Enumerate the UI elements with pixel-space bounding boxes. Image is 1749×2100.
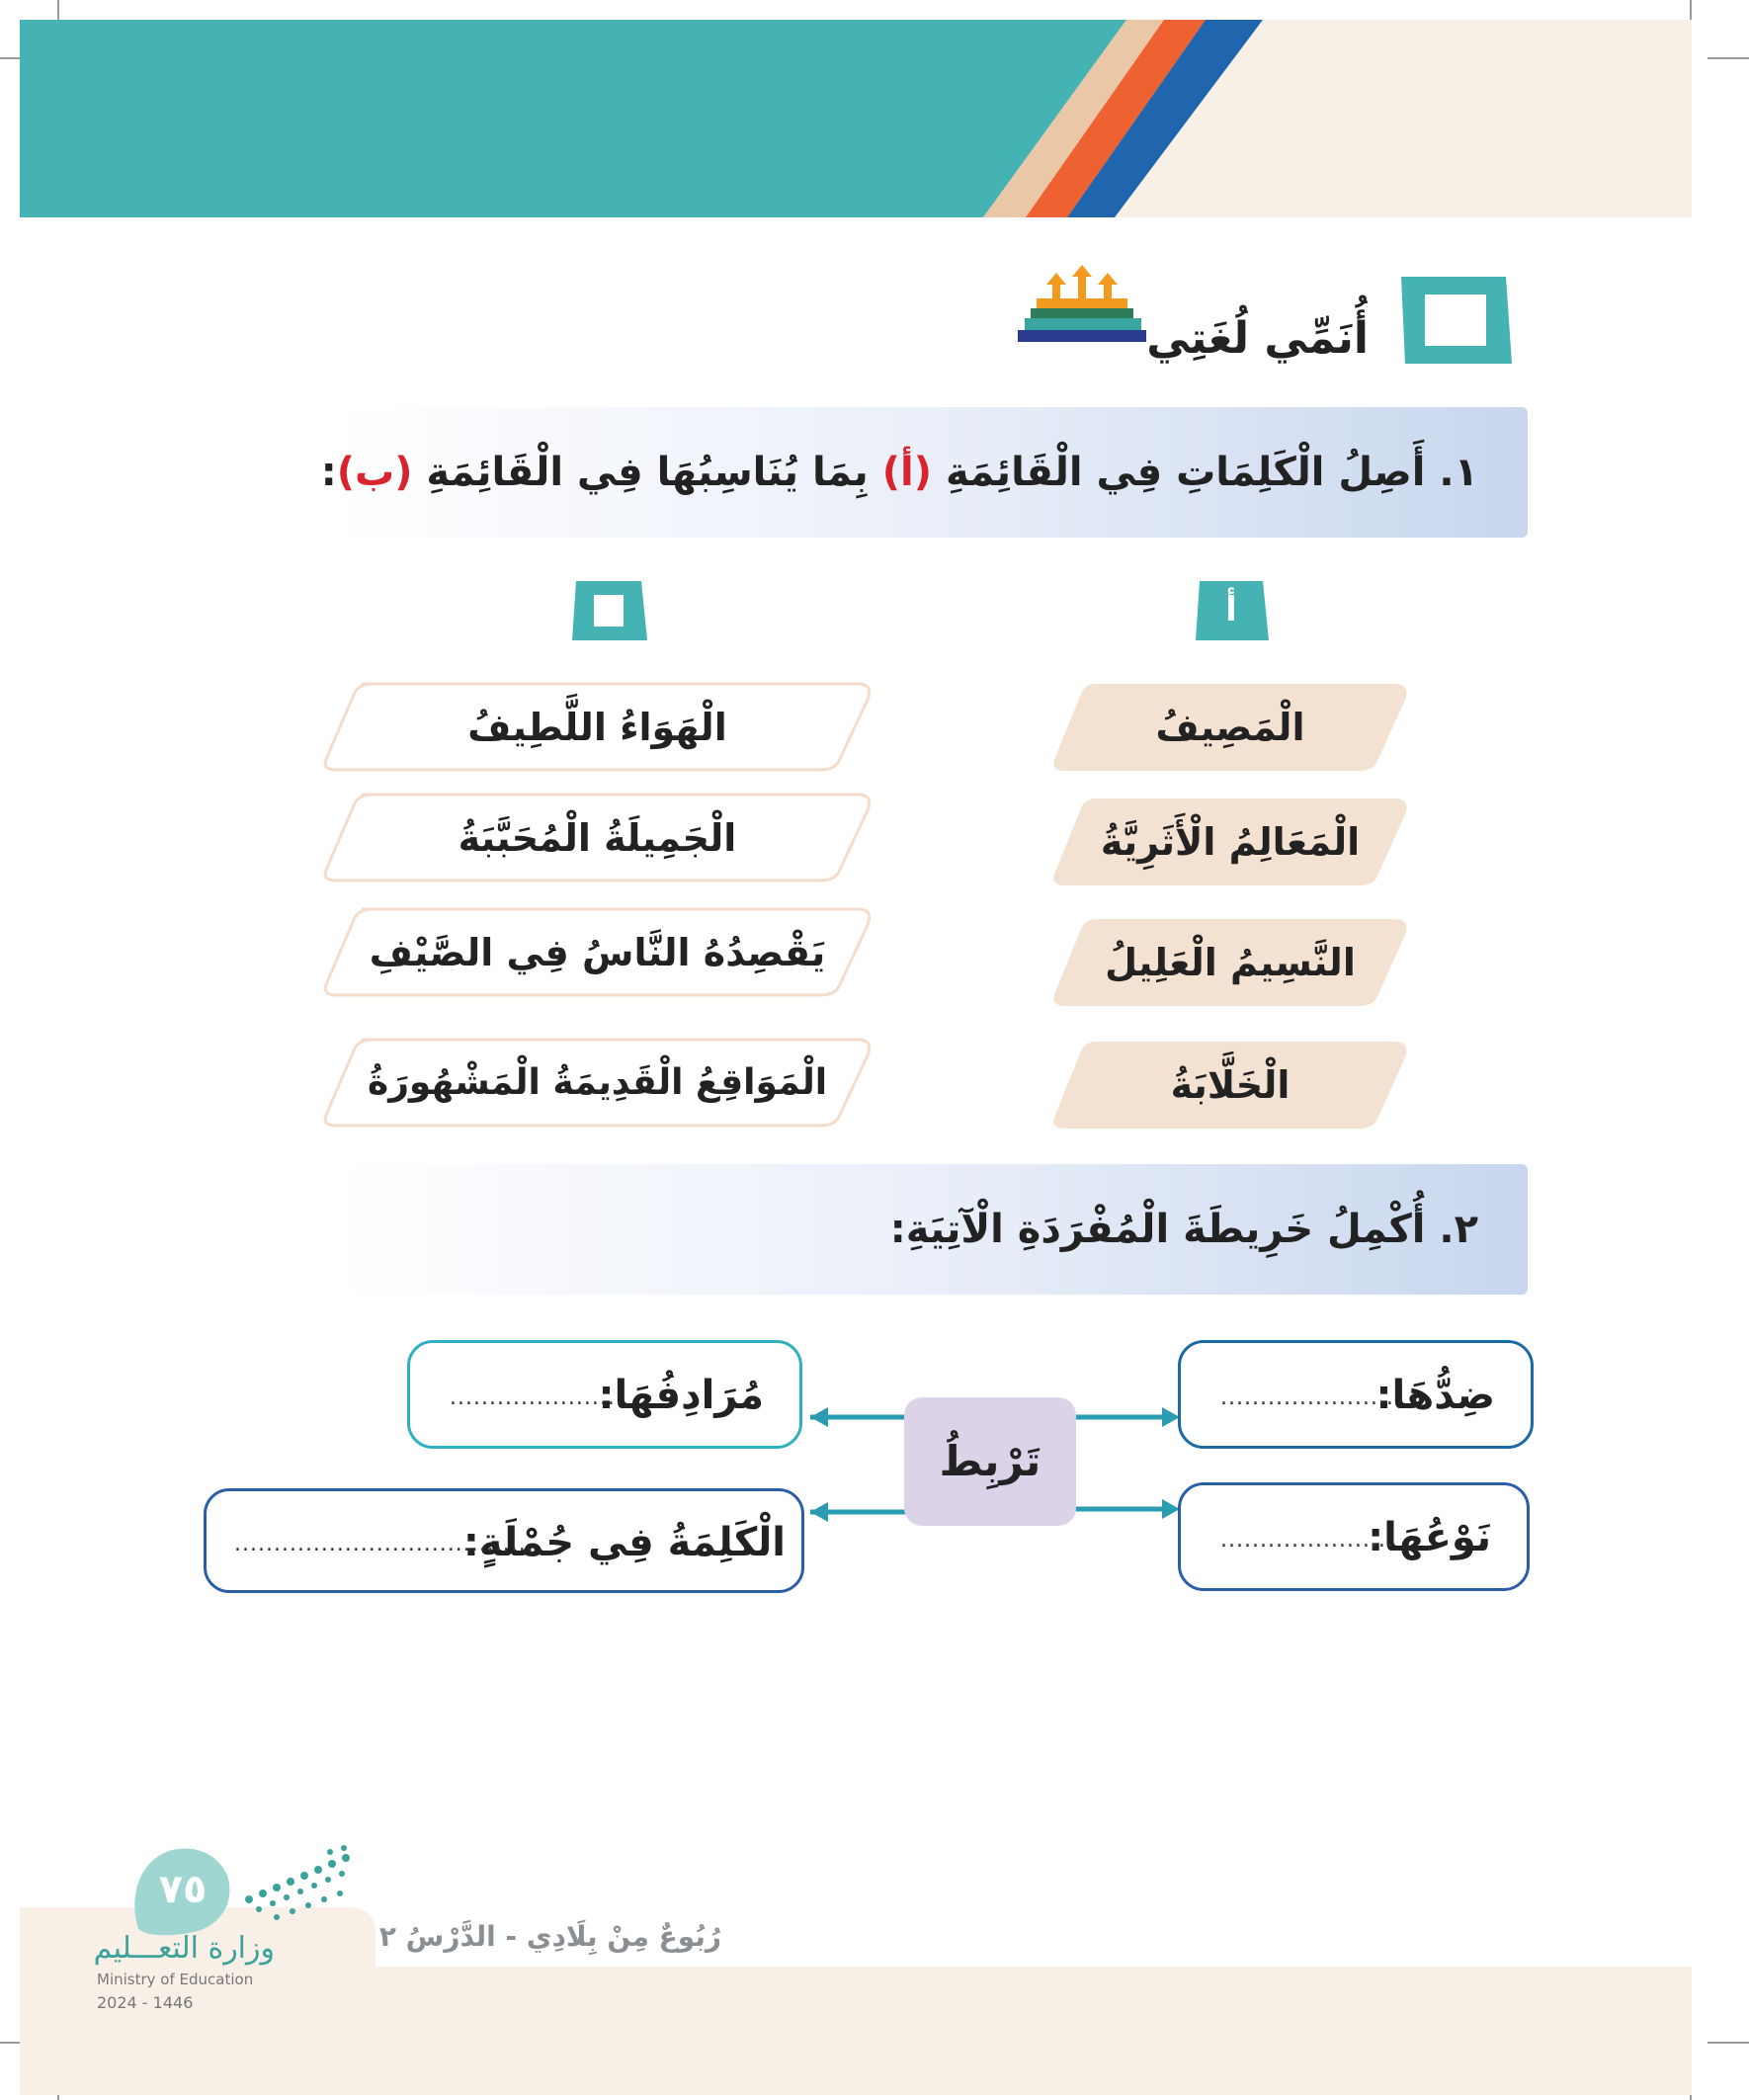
type-box[interactable] bbox=[1178, 1482, 1530, 1591]
list-a-item[interactable] bbox=[1047, 682, 1413, 773]
list-a-reference: (أ) bbox=[881, 450, 933, 495]
instruction-suffix: : bbox=[320, 450, 337, 495]
list-b-item[interactable] bbox=[318, 907, 876, 998]
synonym-blank[interactable]: ...................... bbox=[450, 1386, 624, 1410]
sentence-box[interactable] bbox=[204, 1488, 804, 1593]
center-word-node bbox=[904, 1397, 1076, 1526]
exercise1-instruction-bar bbox=[320, 407, 1528, 538]
synonym-label: مُرَادِفُهَا: bbox=[598, 1373, 764, 1418]
list-b-phrase: الْمَوَاقِعُ الْقَدِيمَةُ الْمَشْهُورَةُ bbox=[367, 1062, 828, 1103]
list-a-word: الْمَعَالِمُ الْأَثَرِيَّةُ bbox=[1100, 820, 1361, 864]
list-b-reference: (ب) bbox=[336, 450, 413, 495]
column-a-tag bbox=[1194, 579, 1269, 640]
list-a-item[interactable] bbox=[1047, 1040, 1413, 1131]
list-a-item[interactable] bbox=[1047, 917, 1413, 1008]
ministry-name-arabic: وزارة التعـــليم bbox=[93, 1931, 275, 1966]
list-b-item[interactable] bbox=[318, 793, 876, 883]
column-b-tag bbox=[570, 579, 647, 640]
crop-mark bbox=[1707, 57, 1749, 59]
footer-lesson-title: رُبُوعٌ مِنْ بِلَادِي - الدَّرْسُ ٢ bbox=[378, 1920, 721, 1953]
list-b-phrase: يَقْصِدُهُ النَّاسُ فِي الصَّيْفِ bbox=[369, 931, 826, 974]
instruction-mid: بِمَا يُنَاسِبُهَا فِي الْقَائِمَةِ bbox=[426, 450, 869, 495]
books-with-arrows-icon bbox=[1013, 259, 1151, 346]
instruction-prefix: ١. أَصِلُ الْكَلِمَاتِ فِي الْقَائِمَةِ bbox=[945, 450, 1478, 495]
sentence-blank[interactable]: ...................................... bbox=[234, 1532, 535, 1556]
section-marker bbox=[1395, 273, 1512, 364]
list-b-item[interactable] bbox=[318, 1038, 876, 1129]
list-b-item[interactable] bbox=[318, 682, 876, 773]
edition-year: 2024 - 1446 bbox=[97, 1993, 194, 2012]
list-b-phrase: الْهَوَاءُ اللَّطِيفُ bbox=[467, 706, 727, 749]
page-number: ٧٥ bbox=[158, 1867, 208, 1912]
section-title: أُنَمِّي لُغَتِي bbox=[1146, 313, 1369, 364]
exercise2-instruction-bar bbox=[336, 1164, 1528, 1295]
list-a-word: الْخَلَّابَةُ bbox=[1170, 1063, 1291, 1107]
sentence-label: الْكَلِمَةُ فِي جُمْلَةٍ: bbox=[462, 1520, 786, 1565]
header-banner bbox=[20, 20, 1692, 217]
type-blank[interactable]: ...................... bbox=[1220, 1528, 1394, 1553]
exercise1-instruction bbox=[321, 407, 1478, 538]
list-a-word: الْمَصِيفُ bbox=[1155, 706, 1305, 749]
list-b-phrase: الْجَمِيلَةُ الْمُحَبَّبَةُ bbox=[458, 816, 737, 860]
synonym-box[interactable] bbox=[407, 1340, 802, 1449]
column-b-label bbox=[570, 579, 647, 640]
exercise2-instruction: ٢. أُكْمِلُ خَرِيطَةَ الْمُفْرَدَةِ الْآتِيَةِ: bbox=[889, 1207, 1478, 1252]
column-a-label: أ bbox=[1225, 590, 1237, 630]
type-label: نَوْعُهَا: bbox=[1368, 1515, 1491, 1560]
list-a-item[interactable] bbox=[1047, 797, 1413, 887]
crop-mark bbox=[1707, 2042, 1749, 2044]
antonym-label: ضِدُّهَا: bbox=[1375, 1373, 1495, 1418]
center-word: تَرْبِطُ bbox=[939, 1437, 1041, 1485]
ministry-name-english: Ministry of Education bbox=[97, 1971, 254, 1988]
antonym-blank[interactable]: ...................... bbox=[1220, 1386, 1394, 1410]
antonym-box[interactable] bbox=[1178, 1340, 1534, 1449]
list-a-word: النَّسِيمُ الْعَلِيلُ bbox=[1105, 941, 1356, 984]
